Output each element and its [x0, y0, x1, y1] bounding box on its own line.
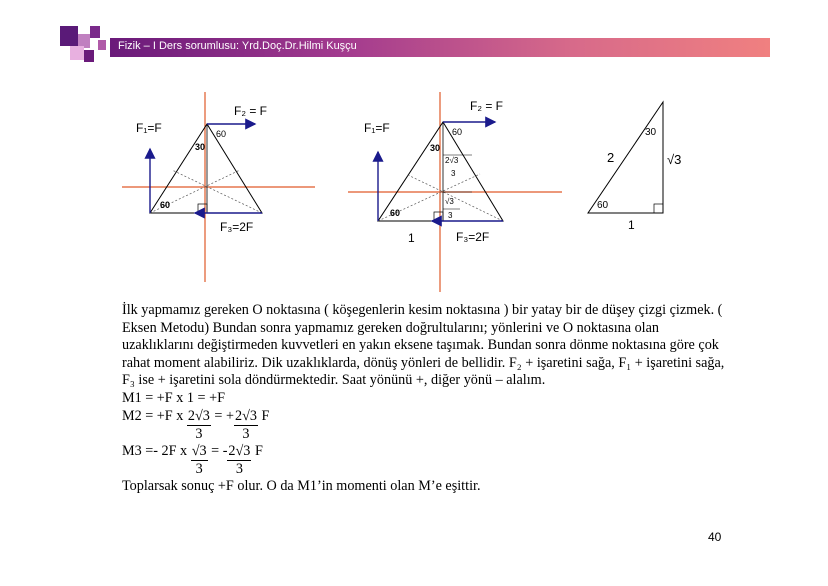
triangle-2: [348, 92, 562, 292]
tri2-f1-label: F₁=F: [364, 121, 390, 135]
body-text: [122, 302, 732, 495]
m3-frac2-den: 3: [235, 460, 243, 477]
logo-square-5: [84, 50, 94, 62]
tri3-hypotenuse-label: 2: [607, 150, 615, 165]
tri3-angle-30: 30: [645, 127, 657, 138]
header-title: Fizik – I Ders sorumlusu: Yrd.Doç.Dr.Hilmi Kuşçu: [118, 40, 357, 52]
logo-square-6: [98, 40, 106, 50]
m3-fraction-2: [227, 443, 251, 478]
tri1-f1-label: F₁=F: [136, 121, 162, 135]
m3-fraction-1: [191, 443, 208, 478]
conclusion: Toplarsak sonuç +F olur. O da M1’in momenti olan M’e eşittir.: [122, 477, 481, 494]
tri2-angle-30: 30: [430, 143, 441, 153]
equation-m3: [122, 443, 732, 478]
m2-fraction-2: [234, 408, 258, 443]
tri1-angle-60-bottom: 60: [160, 200, 171, 210]
tri2-distance-1-den: 3: [451, 169, 456, 178]
m2-frac2-num: 2√3: [234, 407, 257, 424]
m2-frac2-den: 3: [242, 425, 250, 442]
tri3-angle-60: 60: [597, 200, 609, 211]
m3-frac1-den: 3: [195, 460, 203, 477]
paragraph-1: İlk yapmamız gereken O noktasına ( köşegenlerin kesim noktasına ) bir yatay bir de düşey çizgi çizmek. ( Eksen Metodu) Bundan sonra yapmamız gereken doğrultularını; yönlerini ve O noktasına olan uzaklıklarını değiştirmeden kuvvetleri en yakın eksene taşımak. Bundan sonra dönme noktasına göre çok rahat moment alabiliriz. Dik uzaklıklarda, dönüş yönleri de bellidir. F₂ + işaretini sağa, F₁ + işaretini sağa, F₃ ise + işaretini sola döndürmektedir. Saat yönünü +, diğer yönü – alalım.: [122, 302, 725, 389]
m3-frac1-num: √3: [191, 442, 207, 459]
m3-prefix: M3 =- 2F x: [122, 442, 188, 459]
triangle-3-shape: [588, 102, 663, 213]
tri2-distance-2-den: 3: [448, 211, 453, 220]
triangle-1: [122, 92, 315, 282]
logo-square-4: [70, 46, 84, 60]
tri1-angle-60-top: 60: [216, 129, 227, 139]
m3-suffix: F: [254, 442, 263, 459]
m2-frac1-den: 3: [195, 425, 203, 442]
m2-suffix: F: [261, 407, 270, 424]
equation-m2: [122, 408, 732, 443]
diagram: [110, 92, 710, 297]
tri2-f2-label: F₂ = F: [470, 99, 503, 113]
tri3-base-label: 1: [628, 218, 635, 232]
tri2-angle-60-bottom: 60: [390, 208, 401, 218]
tri3-side-label: √3: [667, 152, 682, 167]
m2-prefix: M2 = +F x: [122, 407, 184, 424]
triangle-3: [588, 102, 681, 232]
m2-middle: = +: [214, 407, 234, 424]
tri2-distance-1-num: 2√3: [445, 156, 459, 165]
page-number: 40: [708, 530, 722, 544]
tri1-angle-30: 30: [195, 142, 206, 152]
tri1-f2-label: F₂ = F: [234, 104, 267, 118]
logo-square-3: [90, 26, 100, 38]
tri2-f3-label: F₃=2F: [456, 230, 490, 244]
m3-frac2-num: 2√3: [228, 442, 251, 459]
tri1-f3-label: F₃=2F: [220, 220, 254, 234]
m3-middle: = -: [211, 442, 228, 459]
m2-frac1-num: 2√3: [187, 407, 210, 424]
tri2-distance-2-num: √3: [445, 197, 454, 206]
tri2-angle-60-top: 60: [452, 127, 463, 137]
tri2-base-label: 1: [408, 231, 415, 245]
logo-square-1: [60, 26, 78, 46]
equation-m1: M1 = +F x 1 = +F: [122, 389, 225, 406]
m2-fraction-1: [187, 408, 211, 443]
